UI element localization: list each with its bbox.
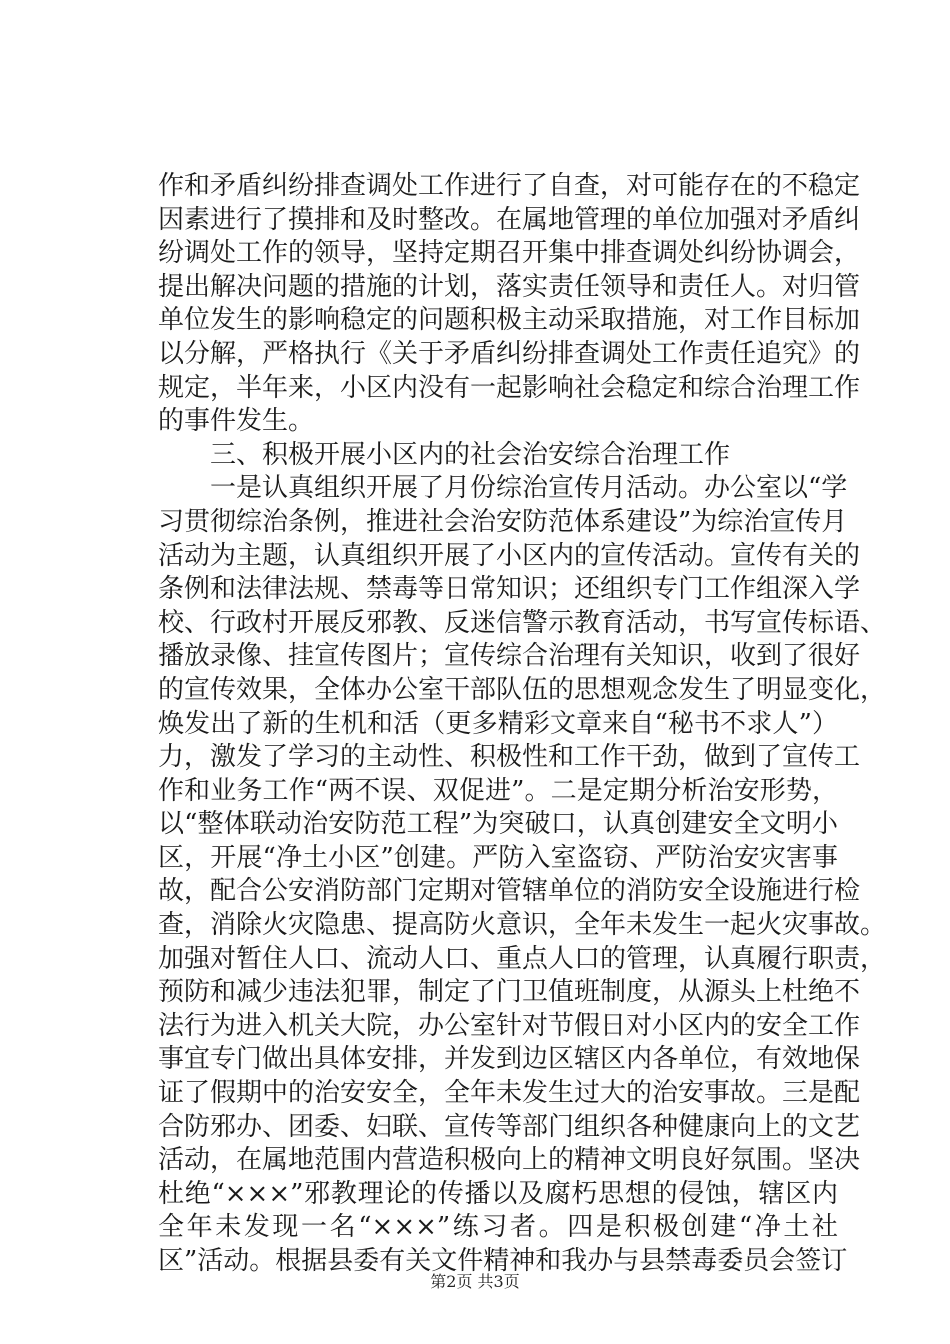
text-line: 纷调处工作的领导，坚持定期召开集中排查调处纠纷协调会， xyxy=(158,238,861,269)
text-line: 规定，半年来，小区内没有一起影响社会稳定和综合治理工作 xyxy=(158,372,861,403)
text-line: 区”活动。根据县委有关文件精神和我办与县禁毒委员会签订 xyxy=(158,1246,848,1276)
text-line: 全年未发现一名“×××”练习者。四是积极创建“净土社 xyxy=(158,1212,838,1243)
body-text xyxy=(158,170,887,1279)
text-line: 的事件发生。 xyxy=(158,406,315,437)
text-line: 焕发出了新的生机和活（更多精彩文章来自“秘书不求人”） xyxy=(158,708,838,739)
text-line: 加强对暂住人口、流动人口、重点人口的管理，认真履行职责， xyxy=(158,943,887,974)
text-line: 力，激发了学习的主动性、积极性和工作干劲，做到了宣传工 xyxy=(158,742,861,773)
section-heading: 三、积极开展小区内的社会治安综合治理工作 xyxy=(158,439,731,470)
text-line: 的宣传效果，全体办公室干部队伍的思想观念发生了明显变化， xyxy=(158,674,887,705)
text-line: 杜绝“×××”邪教理论的传播以及腐朽思想的侵蚀，辖区内 xyxy=(158,1178,838,1209)
text-line: 播放录像、挂宣传图片；宣传综合治理有关知识，收到了很好 xyxy=(158,641,861,672)
text-line: 以“整体联动治安防范工程”为突破口，认真创建安全文明小 xyxy=(158,809,838,840)
text-line: 证了假期中的治安安全，全年未发生过大的治安事故。三是配 xyxy=(158,1078,861,1109)
text-line: 作和矛盾纠纷排查调处工作进行了自查，对可能存在的不稳定 xyxy=(158,171,861,201)
text-line: 校、行政村开展反邪教、反迷信警示教育活动，书写宣传标语、 xyxy=(158,607,887,638)
text-line: 因素进行了摸排和及时整改。在属地管理的单位加强对矛盾纠 xyxy=(158,204,861,235)
text-line: 活动，在属地范围内营造积极向上的精神文明良好氛围。坚决 xyxy=(158,1145,861,1176)
text-line: 作和业务工作“两不误、双促进”。二是定期分析治安形势， xyxy=(158,775,838,806)
text-line: 法行为进入机关大院，办公室针对节假日对小区内的安全工作 xyxy=(158,1010,861,1041)
text-line: 习贯彻综治条例，推进社会治安防范体系建设”为综治宣传月 xyxy=(158,506,848,537)
text-line: 合防邪办、团委、妇联、宣传等部门组织各种健康向上的文艺 xyxy=(158,1111,861,1142)
text-line: 活动为主题，认真组织开展了小区内的宣传活动。宣传有关的 xyxy=(158,540,861,571)
text-line: 条例和法律法规、禁毒等日常知识；还组织专门工作组深入学 xyxy=(158,574,861,605)
text-line: 查，消除火灾隐患、提高防火意识，全年未发生一起火灾事故。 xyxy=(158,910,887,941)
text-line: 区，开展“净土小区”创建。严防入室盗窃、严防治安灾害事 xyxy=(158,842,838,873)
text-line: 预防和减少违法犯罪，制定了门卫值班制度，从源头上杜绝不 xyxy=(158,977,861,1008)
page-number-footer: 第2页 共3页 xyxy=(430,1272,520,1291)
text-line: 以分解，严格执行《关于矛盾纠纷排查调处工作责任追究》的 xyxy=(158,338,861,369)
text-line: 事宜专门做出具体安排，并发到边区辖区内各单位，有效地保 xyxy=(158,1044,861,1075)
text-line: 一是认真组织开展了月份综治宣传月活动。办公室以“学 xyxy=(158,473,848,504)
text-line: 单位发生的影响稳定的问题积极主动采取措施，对工作目标加 xyxy=(158,305,861,336)
text-line: 提出解决问题的措施的计划，落实责任领导和责任人。对归管 xyxy=(158,271,861,302)
text-line: 故，配合公安消防部门定期对管辖单位的消防安全设施进行检 xyxy=(158,876,861,907)
